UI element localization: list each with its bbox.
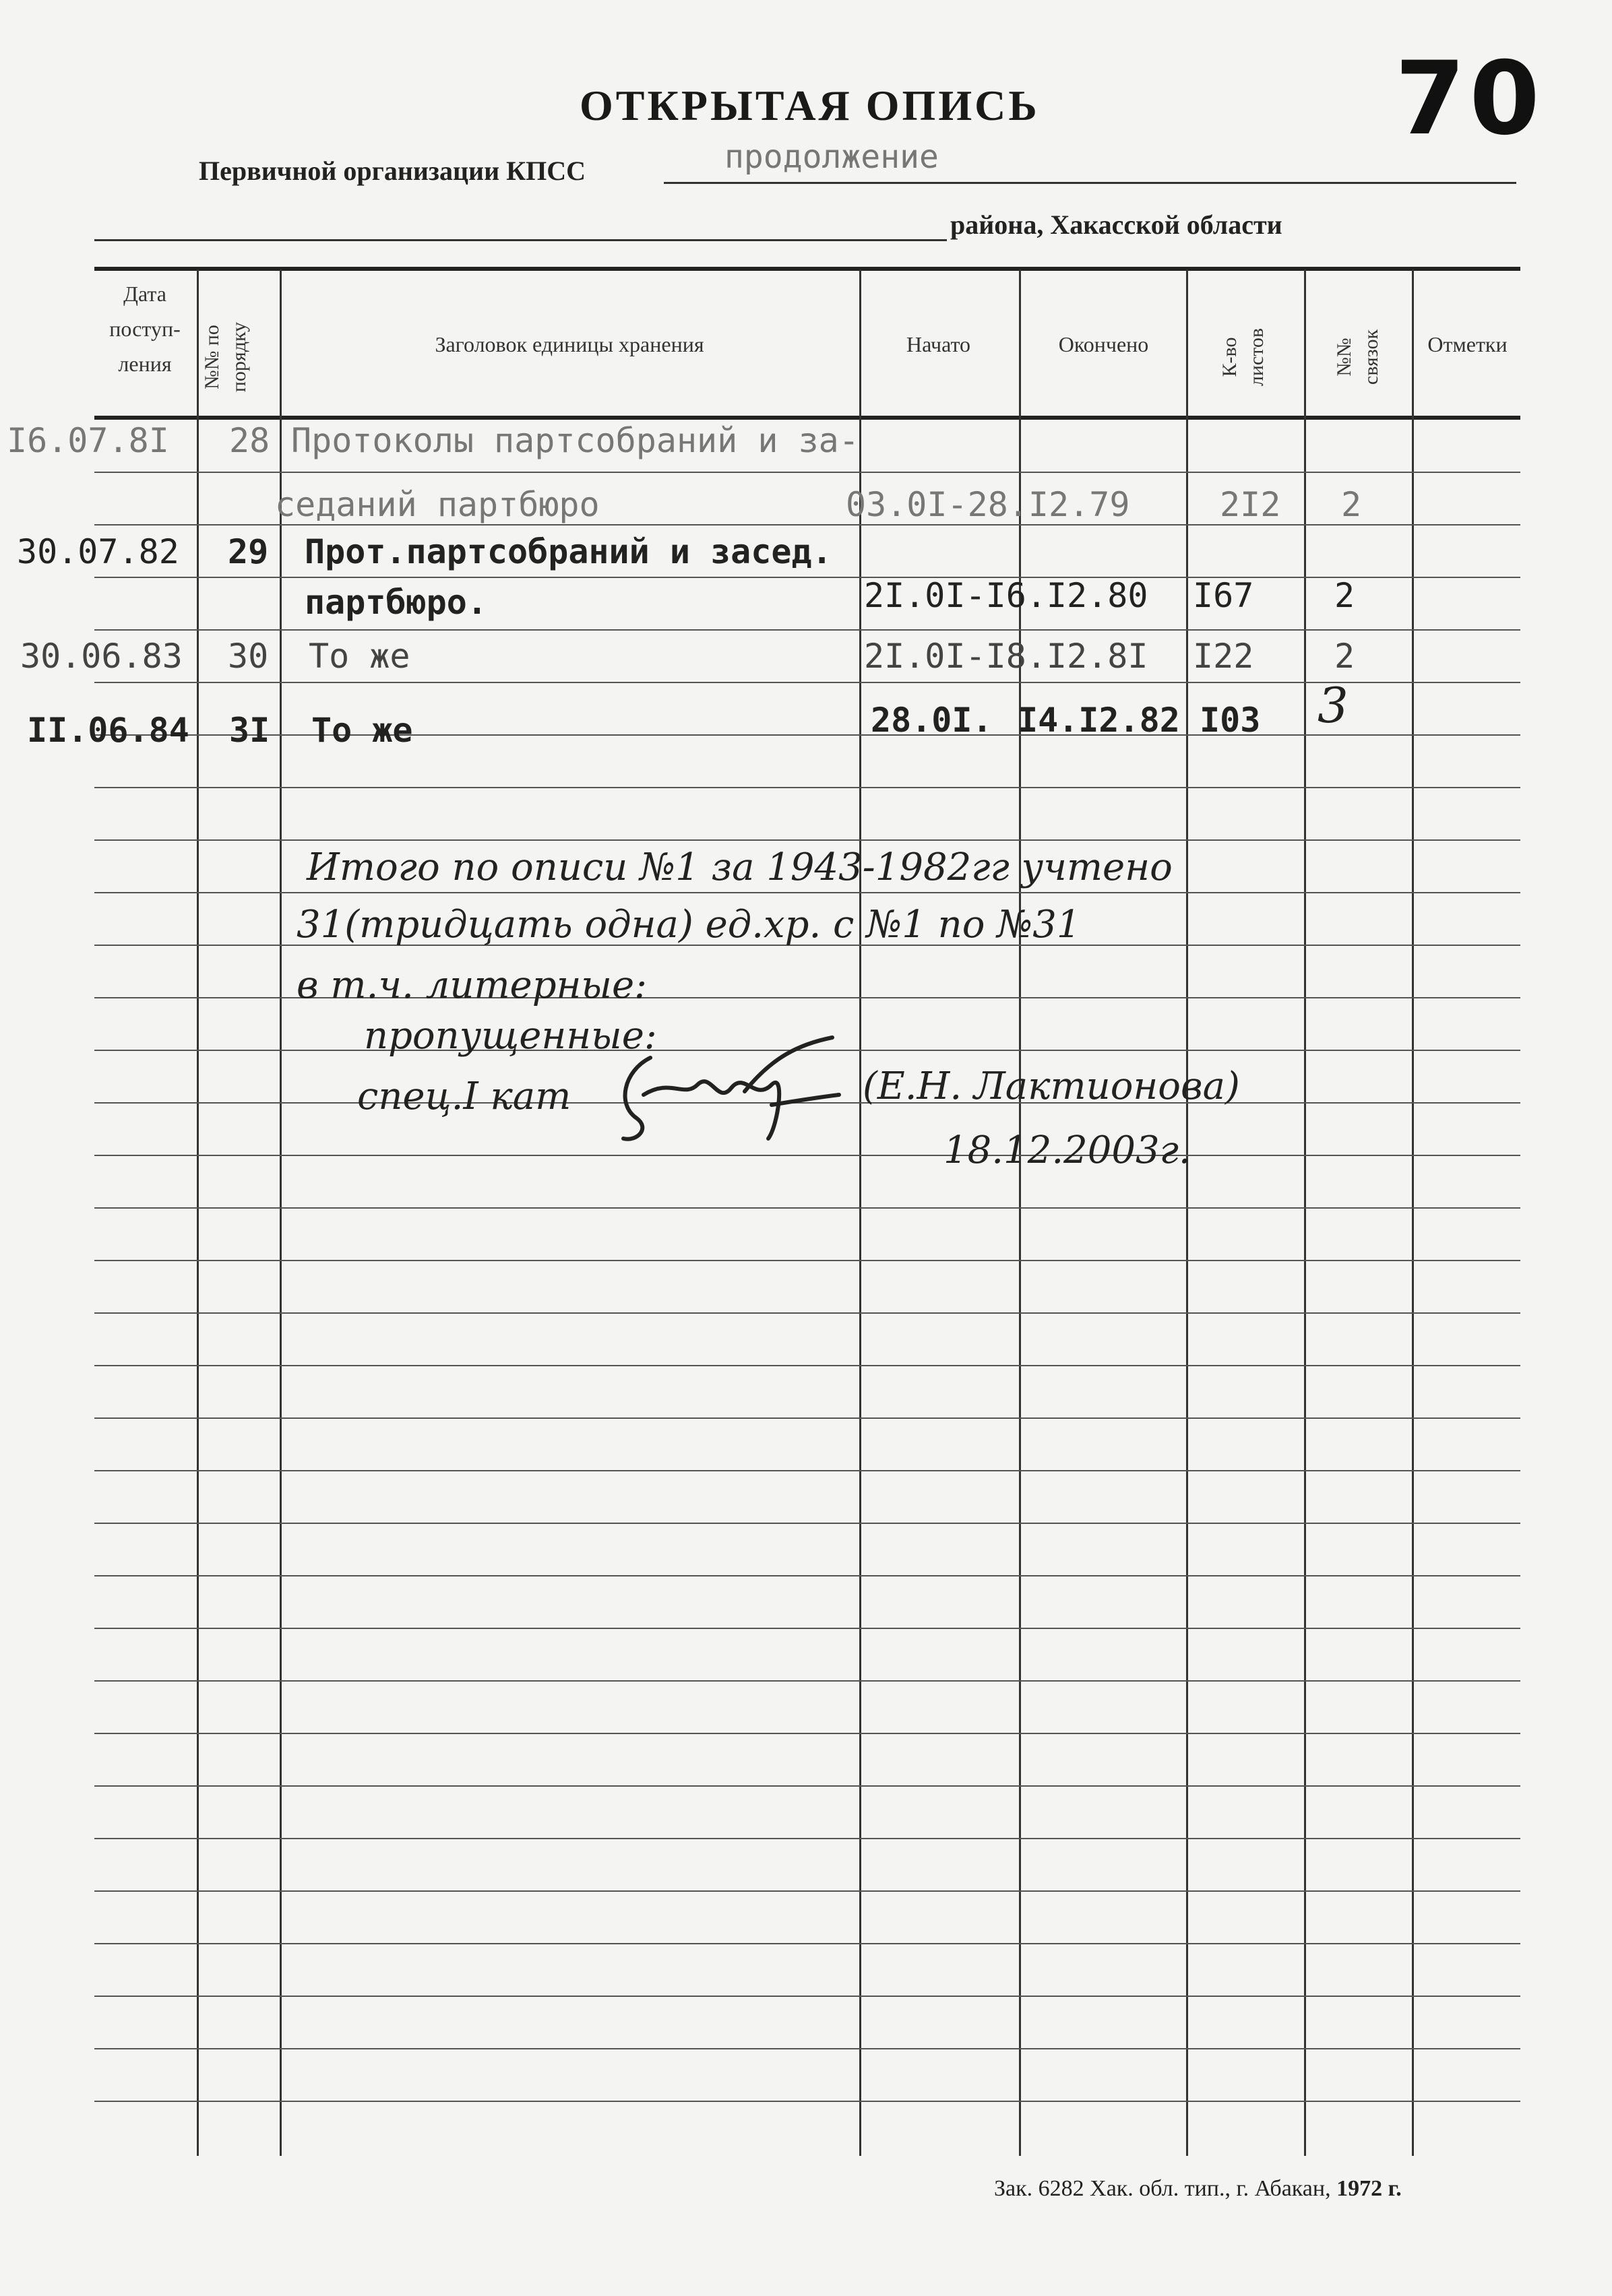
handwritten-position: спец.I кат [357, 1075, 571, 1118]
row-line [94, 1733, 1520, 1734]
row2-date-range: 2I.0I-I6.I2.80 [864, 576, 1148, 615]
row-line [94, 1470, 1520, 1471]
row-line [94, 1680, 1520, 1682]
row2-title-line2: партбюро. [305, 583, 487, 622]
row1-title-line1: Протоколы партсобраний и за- [291, 421, 859, 460]
row-line [94, 472, 1520, 473]
row-line [94, 1838, 1520, 1839]
organization-underline [664, 182, 1516, 184]
handwritten-name: (Е.Н. Лактионова) [863, 1064, 1240, 1108]
signature [610, 1031, 852, 1145]
header-order-no-line2: порядку [228, 321, 250, 393]
row-line [94, 1260, 1520, 1261]
handwritten-lettered-line: в т.ч. литерные: [297, 963, 648, 1007]
row4-sheets: I03 [1200, 701, 1261, 740]
column-line [1019, 269, 1021, 2156]
row-line [94, 1312, 1520, 1314]
row-line [94, 2048, 1520, 2049]
row-line [94, 787, 1520, 788]
table-header-border [94, 416, 1520, 420]
row-line [94, 682, 1520, 683]
column-line [1412, 269, 1414, 2156]
row4-start: 28.0I. [871, 701, 993, 740]
row4-bundle: 3 [1318, 677, 1348, 734]
row-line [94, 1943, 1520, 1944]
row1-date: I6.07.8I [7, 421, 169, 460]
row-line [94, 1890, 1520, 1892]
row2-bundle: 2 [1334, 576, 1355, 615]
row3-title: То же [309, 637, 410, 676]
header-sheets-line2: листов [1245, 327, 1268, 387]
header-date-line1: Дата [123, 282, 166, 306]
header-title: Заголовок единицы хранения [435, 332, 704, 356]
row4-date: II.06.84 [27, 711, 189, 750]
row-line [94, 1523, 1520, 1524]
row-line [94, 1785, 1520, 1787]
row1-number: 28 [229, 421, 270, 460]
document-title: ОТКРЫТАЯ ОПИСЬ [580, 82, 1040, 129]
handwritten-date: 18.12.2003г. [943, 1128, 1191, 1172]
row-line [94, 2101, 1520, 2102]
header-order-no [199, 303, 253, 411]
row-line [94, 1575, 1520, 1576]
row1-bundle: 2 [1341, 485, 1362, 524]
handwritten-count-line: 31(тридцать одна) ед.хр. с №1 по №31 [297, 903, 1081, 947]
column-line [197, 269, 199, 2156]
row1-title-line2: седаний партбюро [275, 485, 600, 524]
header-end: Окончено [1058, 332, 1149, 356]
district-underline [94, 239, 947, 241]
handwritten-total-line: Итого по описи №1 за 1943-1982гг учтено [307, 846, 1173, 889]
handwritten-missing-line: пропущенные: [364, 1014, 657, 1058]
row-line [94, 577, 1520, 578]
header-notes: Отметки [1427, 332, 1508, 356]
row2-date: 30.07.82 [17, 532, 179, 571]
organization-value: продолжение [724, 138, 939, 176]
organization-label: Первичной организации КПСС [199, 156, 586, 186]
header-bundle-no-line2: связок [1360, 329, 1382, 385]
header-bundle-no [1331, 303, 1385, 411]
row-line [94, 1996, 1520, 1997]
header-sheets [1216, 300, 1270, 414]
row-line [94, 1365, 1520, 1366]
header-order-no-line1: №№ по [201, 325, 223, 389]
header-date-line3: ления [118, 352, 172, 376]
row-line [94, 1207, 1520, 1209]
print-footer-text: Зак. 6282 Хак. обл. тип., г. Абакан, [994, 2176, 1331, 2201]
print-footer-year: 1972 г. [1336, 2176, 1402, 2201]
row2-sheets: I67 [1193, 576, 1254, 615]
column-line [1304, 269, 1306, 2156]
header-start: Начато [906, 332, 971, 356]
row1-sheets: 2I2 [1220, 485, 1281, 524]
header-date-line2: поступ- [109, 317, 181, 341]
row1-date-range: 03.0I-28.I2.79 [846, 485, 1130, 524]
row2-number: 29 [228, 532, 269, 571]
header-date [94, 276, 195, 381]
row-line [94, 1155, 1520, 1156]
district-label: района, Хакасской области [950, 210, 1282, 240]
row3-bundle: 2 [1334, 637, 1355, 676]
row-line [94, 629, 1520, 631]
row-line [94, 524, 1520, 525]
row4-number: 3I [229, 711, 270, 750]
row-line [94, 1628, 1520, 1629]
row-line [94, 734, 1520, 736]
row-line [94, 1417, 1520, 1419]
header-bundle-no-line1: №№ [1333, 338, 1355, 377]
column-line [1186, 269, 1188, 2156]
row3-date-range: 2I.0I-I8.I2.8I [864, 637, 1148, 676]
page-number: 70 [1395, 40, 1544, 158]
table-top-border [94, 267, 1520, 271]
row2-title-line1: Прот.партсобраний и засед. [305, 532, 832, 571]
column-line [280, 269, 282, 2156]
row3-sheets: I22 [1193, 637, 1254, 676]
row-line [94, 892, 1520, 893]
header-sheets-line1: К-во [1218, 337, 1241, 377]
row-line [94, 839, 1520, 841]
row4-title: То же [311, 711, 413, 750]
column-line [859, 269, 861, 2156]
row4-end: I4.I2.82 [1018, 701, 1180, 740]
row3-number: 30 [228, 637, 269, 676]
row3-date: 30.06.83 [20, 637, 183, 676]
print-footer [994, 2176, 1402, 2202]
